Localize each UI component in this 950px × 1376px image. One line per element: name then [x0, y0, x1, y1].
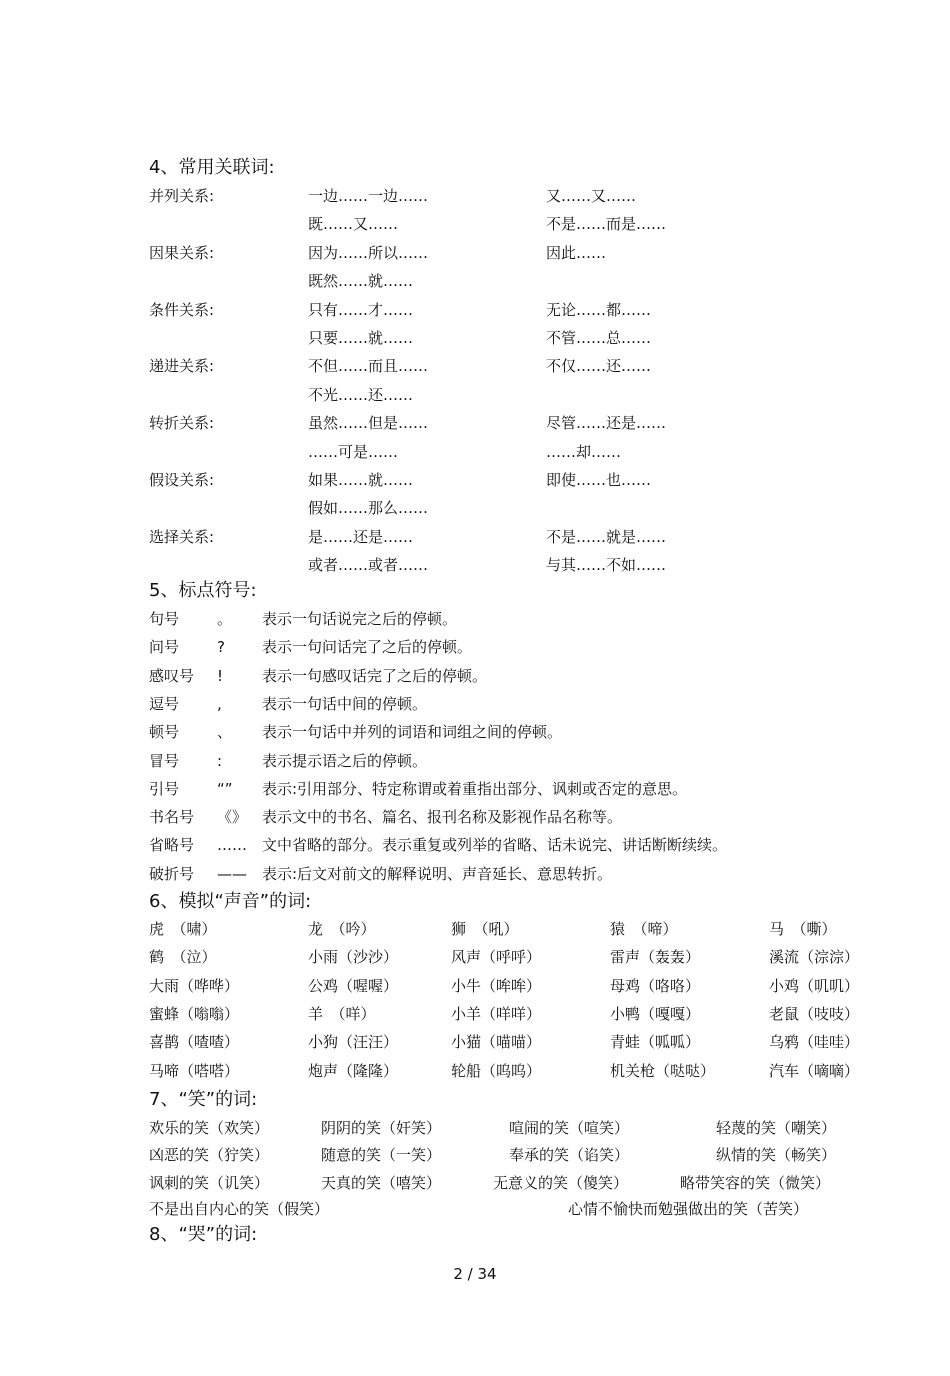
section-6-title: 6、模拟“声音”的词:: [149, 891, 312, 912]
conjunction-category: 递进关系:: [149, 357, 215, 376]
sound-word: 乌鸦（哇哇）: [769, 1033, 860, 1052]
punctuation-name: 省略号: [149, 836, 195, 855]
punctuation-name: 引号: [149, 779, 180, 798]
conjunction-pair: 不光……还……: [308, 385, 414, 404]
conjunction-pair: ……却……: [546, 442, 622, 461]
conjunction-pair: ……可是……: [308, 442, 399, 461]
sound-word: 大雨（哗哗）: [149, 976, 240, 995]
conjunction-category: 假设关系:: [149, 471, 215, 489]
sound-word: 青蛙（呱呱）: [610, 1033, 701, 1052]
punctuation-description: 表示一句话中间的停顿。: [262, 694, 428, 713]
laugh-word: 无意义的笑（傻笑）: [493, 1173, 629, 1192]
conjunction-pair: 与其……不如……: [546, 556, 667, 575]
laugh-word: 略带笑容的笑（微笑）: [680, 1173, 831, 1192]
sound-word: 小鸭（嘎嘎）: [610, 1004, 701, 1023]
punctuation-symbol: :: [217, 751, 223, 770]
laugh-word: 欢乐的笑（欢笑）: [149, 1119, 270, 1137]
conjunction-pair: 尽管……还是……: [546, 414, 667, 433]
sound-word: 狮 （吼）: [451, 920, 519, 938]
punctuation-symbol: 、: [217, 723, 233, 742]
punctuation-name: 顿号: [149, 723, 180, 742]
sound-word: 老鼠（吱吱）: [769, 1004, 860, 1023]
punctuation-description: 表示提示语之后的停顿。: [262, 751, 428, 770]
sound-word: 公鸡（喔喔）: [308, 976, 399, 995]
conjunction-pair: 既然……就……: [308, 272, 414, 291]
laugh-word: 天真的笑（嘻笑）: [321, 1173, 442, 1192]
punctuation-name: 问号: [149, 638, 180, 657]
sound-word: 小羊（咩咩）: [451, 1004, 542, 1023]
punctuation-symbol: ?: [217, 638, 225, 657]
sound-word: 炮声（隆隆）: [308, 1061, 399, 1080]
laugh-word: 随意的笑（一笑）: [321, 1146, 442, 1165]
conjunction-category: 选择关系:: [149, 527, 215, 546]
section-7-title: 7、“笑”的词:: [149, 1089, 258, 1110]
sound-word: 蜜蜂（嗡嗡）: [149, 1004, 240, 1023]
section-8-title: 8、“哭”的词:: [149, 1224, 258, 1245]
punctuation-name: 书名号: [149, 808, 195, 827]
punctuation-symbol: ……: [217, 836, 247, 855]
sound-word: 小狗（汪汪）: [308, 1033, 399, 1052]
conjunction-category: 因果关系:: [149, 243, 215, 262]
conjunction-pair: 即使……也……: [546, 471, 652, 489]
sound-word: 猿 （啼）: [610, 920, 678, 938]
punctuation-symbol: 《》: [217, 808, 248, 827]
sound-word: 小牛（哞哞）: [451, 976, 542, 995]
sound-word: 小雨（沙沙）: [308, 948, 399, 967]
punctuation-description: 表示一句感叹话完了之后的停顿。: [262, 666, 488, 685]
conjunction-pair: 只有……才……: [308, 300, 414, 319]
conjunction-pair: 不管……总……: [546, 329, 652, 347]
conjunction-pair: 无论……都……: [546, 300, 652, 319]
punctuation-symbol: “”: [217, 779, 233, 798]
sound-word: 雷声（轰轰）: [610, 948, 701, 967]
punctuation-symbol: 。: [217, 610, 233, 628]
laugh-word: 阴阴的笑（奸笑）: [321, 1119, 442, 1137]
conjunction-category: 条件关系:: [149, 300, 215, 319]
conjunction-pair: 或者……或者……: [308, 556, 429, 575]
punctuation-name: 逗号: [149, 694, 180, 713]
laugh-word: 轻蔑的笑（嘲笑）: [716, 1119, 837, 1137]
conjunction-pair: 一边……一边……: [308, 187, 429, 205]
sound-word: 羊 （咩）: [308, 1004, 376, 1023]
punctuation-symbol: !: [217, 666, 224, 685]
conjunction-pair: 既……又……: [308, 215, 399, 234]
sound-word: 母鸡（咯咯）: [610, 976, 701, 995]
conjunction-pair: 虽然……但是……: [308, 414, 429, 433]
conjunction-pair: 只要……就……: [308, 329, 414, 347]
sound-word: 小鸡（叽叽）: [769, 976, 860, 995]
punctuation-description: 表示文中的书名、篇名、报刊名称及影视作品名称等。: [262, 808, 623, 827]
conjunction-pair: 不是……就是……: [546, 527, 667, 546]
conjunction-pair: 不是……而是……: [546, 215, 667, 234]
conjunction-pair: 又……又……: [546, 187, 637, 205]
laugh-word: 喧闹的笑（喧笑）: [509, 1119, 630, 1137]
punctuation-name: 冒号: [149, 751, 180, 770]
punctuation-description: 表示一句话中并列的词语和词组之间的停顿。: [262, 723, 563, 742]
punctuation-symbol: ,: [217, 694, 222, 713]
sound-word: 喜鹊（喳喳）: [149, 1033, 240, 1052]
sound-word: 机关枪（哒哒）: [610, 1061, 716, 1080]
sound-word: 风声（呼呼）: [451, 948, 542, 967]
sound-word: 龙 （吟）: [308, 920, 376, 938]
punctuation-description: 表示:引用部分、特定称谓或着重指出部分、讽刺或否定的意思。: [262, 779, 688, 798]
punctuation-name: 句号: [149, 610, 180, 628]
sound-word: 轮船（呜呜）: [451, 1061, 542, 1080]
conjunction-category: 并列关系:: [149, 187, 215, 205]
sound-word: 汽车（嘀嘀）: [769, 1061, 860, 1080]
punctuation-symbol: ——: [217, 864, 247, 883]
sound-word: 马啼（嗒嗒）: [149, 1061, 240, 1080]
sound-word: 马 （嘶）: [769, 920, 837, 938]
punctuation-description: 表示一句问话完了之后的停顿。: [262, 638, 473, 657]
punctuation-name: 感叹号: [149, 666, 195, 685]
sound-word: 小猫（喵喵）: [451, 1033, 542, 1052]
section-4-title: 4、常用关联词:: [149, 157, 275, 178]
conjunction-pair: 如果……就……: [308, 471, 414, 489]
punctuation-description: 文中省略的部分。表示重复或列举的省略、话未说完、讲话断断续续。: [262, 836, 728, 855]
section-5-title: 5、标点符号:: [149, 580, 257, 601]
laugh-word: 奉承的笑（谄笑）: [509, 1146, 630, 1165]
conjunction-pair: 不但……而且……: [308, 357, 429, 376]
punctuation-description: 表示一句话说完之后的停顿。: [262, 610, 458, 628]
punctuation-name: 破折号: [149, 864, 195, 883]
conjunction-pair: 是……还是……: [308, 527, 414, 546]
laugh-word-last-right: 心情不愉快而勉强做出的笑（苦笑）: [568, 1200, 809, 1218]
punctuation-description: 表示:后文对前文的解释说明、声音延长、意思转折。: [262, 864, 613, 883]
conjunction-pair: 因为……所以……: [308, 243, 429, 262]
laugh-word-last-left: 不是出自内心的笑（假笑）: [149, 1200, 330, 1218]
sound-word: 虎 （啸）: [149, 920, 217, 938]
conjunction-pair: 假如……那么……: [308, 499, 429, 518]
laugh-word: 凶恶的笑（狞笑）: [149, 1146, 270, 1165]
conjunction-pair: 因此……: [546, 243, 607, 262]
sound-word: 鹤 （泣）: [149, 948, 217, 967]
conjunction-pair: 不仅……还……: [546, 357, 652, 376]
laugh-word: 纵情的笑（畅笑）: [716, 1146, 837, 1165]
page-number: 2 / 34: [453, 1265, 497, 1283]
laugh-word: 讽刺的笑（讥笑）: [149, 1173, 270, 1192]
sound-word: 溪流（淙淙）: [769, 948, 860, 967]
conjunction-category: 转折关系:: [149, 414, 215, 433]
